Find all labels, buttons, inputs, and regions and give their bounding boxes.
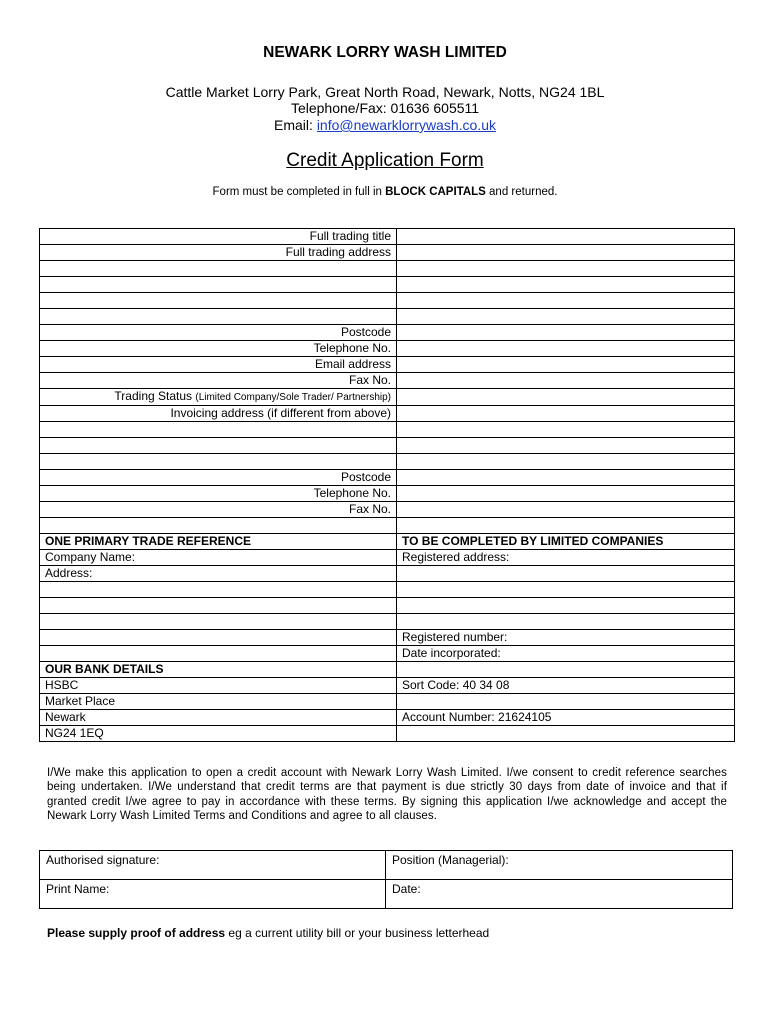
input-trading-address-5[interactable] xyxy=(40,309,397,325)
trade-reference-address-2[interactable] xyxy=(40,582,397,598)
table-row xyxy=(40,614,735,630)
input-invoicing-address-2[interactable] xyxy=(40,422,397,438)
instruction-text: Form must be completed in full in xyxy=(212,186,386,198)
table-row xyxy=(40,389,735,406)
registered-address[interactable]: Registered address: xyxy=(397,550,735,566)
table-row xyxy=(40,534,735,550)
bank-details-heading: OUR BANK DETAILS xyxy=(40,662,397,678)
table-row xyxy=(40,293,735,309)
registered-number[interactable]: Registered number: xyxy=(397,630,735,646)
input-trading-address-5b[interactable] xyxy=(397,309,735,325)
table-row xyxy=(40,662,735,678)
label-full-trading-address: Full trading address xyxy=(40,245,397,261)
table-row xyxy=(40,357,735,373)
table-row xyxy=(40,502,735,518)
trade-reference-heading: ONE PRIMARY TRADE REFERENCE xyxy=(40,534,397,550)
bank-account-number: Account Number: 21624105 xyxy=(397,710,735,726)
registered-address-line-4[interactable] xyxy=(397,598,735,614)
input-email[interactable] xyxy=(397,357,735,373)
input-trading-address-1[interactable] xyxy=(397,245,735,261)
bank-town: Newark xyxy=(40,710,397,726)
label-telephone: Telephone No. xyxy=(40,341,397,357)
date-field[interactable]: Date: xyxy=(386,880,733,909)
label-trading-status xyxy=(40,389,397,406)
table-row xyxy=(40,422,735,438)
table-row xyxy=(40,406,735,422)
instruction-text-end: and returned. xyxy=(485,186,558,198)
table-row xyxy=(40,373,735,389)
label-fax-2: Fax No. xyxy=(40,502,397,518)
spacer-cell xyxy=(40,518,397,534)
proof-of-address-text: eg a current utility bill or your business letterhead xyxy=(225,926,490,940)
label-fax: Fax No. xyxy=(40,373,397,389)
input-trading-address-2b[interactable] xyxy=(397,261,735,277)
table-row xyxy=(40,851,733,880)
trading-status-note: (Limited Company/Sole Trader/ Partnership) xyxy=(195,392,391,403)
input-trading-address-4[interactable] xyxy=(40,293,397,309)
bank-name: HSBC xyxy=(40,678,397,694)
input-postcode[interactable] xyxy=(397,325,735,341)
trade-reference-address-4[interactable] xyxy=(40,614,397,630)
table-row xyxy=(40,454,735,470)
input-postcode-2[interactable] xyxy=(397,470,735,486)
input-telephone-2[interactable] xyxy=(397,486,735,502)
registered-address-line-2[interactable] xyxy=(397,566,735,582)
input-invoicing-address-4[interactable] xyxy=(40,454,397,470)
trade-reference-address[interactable]: Address: xyxy=(40,566,397,582)
input-full-trading-title[interactable] xyxy=(397,229,735,245)
form-title: Credit Application Form xyxy=(286,150,484,171)
table-row xyxy=(40,646,735,662)
input-invoicing-address-3b[interactable] xyxy=(397,438,735,454)
table-row xyxy=(40,566,735,582)
table-row xyxy=(40,694,735,710)
company-name: NEWARK LORRY WASH LIMITED xyxy=(263,44,507,61)
input-telephone[interactable] xyxy=(397,341,735,357)
table-row xyxy=(40,229,735,245)
bank-blank-cell xyxy=(397,662,735,678)
table-row xyxy=(40,309,735,325)
bank-blank-cell xyxy=(397,694,735,710)
trade-reference-company-name[interactable]: Company Name: xyxy=(40,550,397,566)
input-invoicing-address-3[interactable] xyxy=(40,438,397,454)
label-email: Email address xyxy=(40,357,397,373)
proof-of-address-note xyxy=(47,926,489,940)
trade-reference-address-6[interactable] xyxy=(40,646,397,662)
input-trading-address-2[interactable] xyxy=(40,261,397,277)
input-invoicing-address-4b[interactable] xyxy=(397,454,735,470)
table-row xyxy=(40,518,735,534)
bank-street: Market Place xyxy=(40,694,397,710)
company-email-line xyxy=(0,117,770,133)
input-fax-2[interactable] xyxy=(397,502,735,518)
label-postcode: Postcode xyxy=(40,325,397,341)
print-name-field[interactable]: Print Name: xyxy=(40,880,386,909)
table-row xyxy=(40,325,735,341)
table-row xyxy=(40,678,735,694)
spacer-cell xyxy=(397,518,735,534)
company-telephone: Telephone/Fax: 01636 605511 xyxy=(290,100,480,116)
table-row xyxy=(40,261,735,277)
table-row xyxy=(40,598,735,614)
table-row xyxy=(40,277,735,293)
input-invoicing-address-2b[interactable] xyxy=(397,422,735,438)
input-fax[interactable] xyxy=(397,373,735,389)
date-incorporated[interactable]: Date incorporated: xyxy=(397,646,735,662)
table-row xyxy=(40,438,735,454)
input-trading-address-4b[interactable] xyxy=(397,293,735,309)
input-invoicing-address-1[interactable] xyxy=(397,406,735,422)
instruction-emphasis: BLOCK CAPITALS xyxy=(385,186,486,198)
email-label: Email: xyxy=(274,117,317,133)
position-field[interactable]: Position (Managerial): xyxy=(386,851,733,880)
label-invoicing-address: Invoicing address (if different from above) xyxy=(40,406,397,422)
table-row xyxy=(40,486,735,502)
proof-of-address-emphasis: Please supply proof of address xyxy=(47,926,226,940)
table-row xyxy=(40,630,735,646)
registered-address-line-5[interactable] xyxy=(397,614,735,630)
table-row xyxy=(40,880,733,909)
input-trading-address-3[interactable] xyxy=(40,277,397,293)
input-trading-address-3b[interactable] xyxy=(397,277,735,293)
registered-address-line-3[interactable] xyxy=(397,582,735,598)
table-row xyxy=(40,582,735,598)
table-row xyxy=(40,726,735,742)
form-instruction xyxy=(0,186,770,198)
company-address: Cattle Market Lorry Park, Great North Road, Newark, Notts, NG24 1BL xyxy=(165,84,605,100)
trade-reference-address-5[interactable] xyxy=(40,630,397,646)
authorised-signature-field[interactable]: Authorised signature: xyxy=(40,851,386,880)
bank-blank-cell xyxy=(397,726,735,742)
table-row xyxy=(40,341,735,357)
input-trading-status[interactable] xyxy=(397,389,735,406)
bank-postcode: NG24 1EQ xyxy=(40,726,397,742)
declaration-text: I/We make this application to open a credit account with Newark Lorry Wash Limited. I/we consent to credit reference searches being undertaken. I/We understand that credit terms are that payment is due strictly 30 days from date of invoice and that if granted credit I/we agree to pay in accordance with these terms. By signing this application I/we acknowledge and accept the Newark Lorry Wash Limited Terms and Conditions and agree to all clauses. xyxy=(47,767,727,822)
table-row xyxy=(40,245,735,261)
trading-status-text: Trading Status xyxy=(114,389,196,403)
signature-table xyxy=(39,850,733,909)
trade-reference-address-3[interactable] xyxy=(40,598,397,614)
table-row xyxy=(40,470,735,486)
table-row xyxy=(40,710,735,726)
application-table xyxy=(39,228,735,742)
label-full-trading-title: Full trading title xyxy=(40,229,397,245)
label-postcode-2: Postcode xyxy=(40,470,397,486)
table-row xyxy=(40,550,735,566)
bank-sort-code: Sort Code: 40 34 08 xyxy=(397,678,735,694)
limited-companies-heading: TO BE COMPLETED BY LIMITED COMPANIES xyxy=(397,534,735,550)
email-link[interactable]: info@newarklorrywash.co.uk xyxy=(316,117,496,133)
label-telephone-2: Telephone No. xyxy=(40,486,397,502)
